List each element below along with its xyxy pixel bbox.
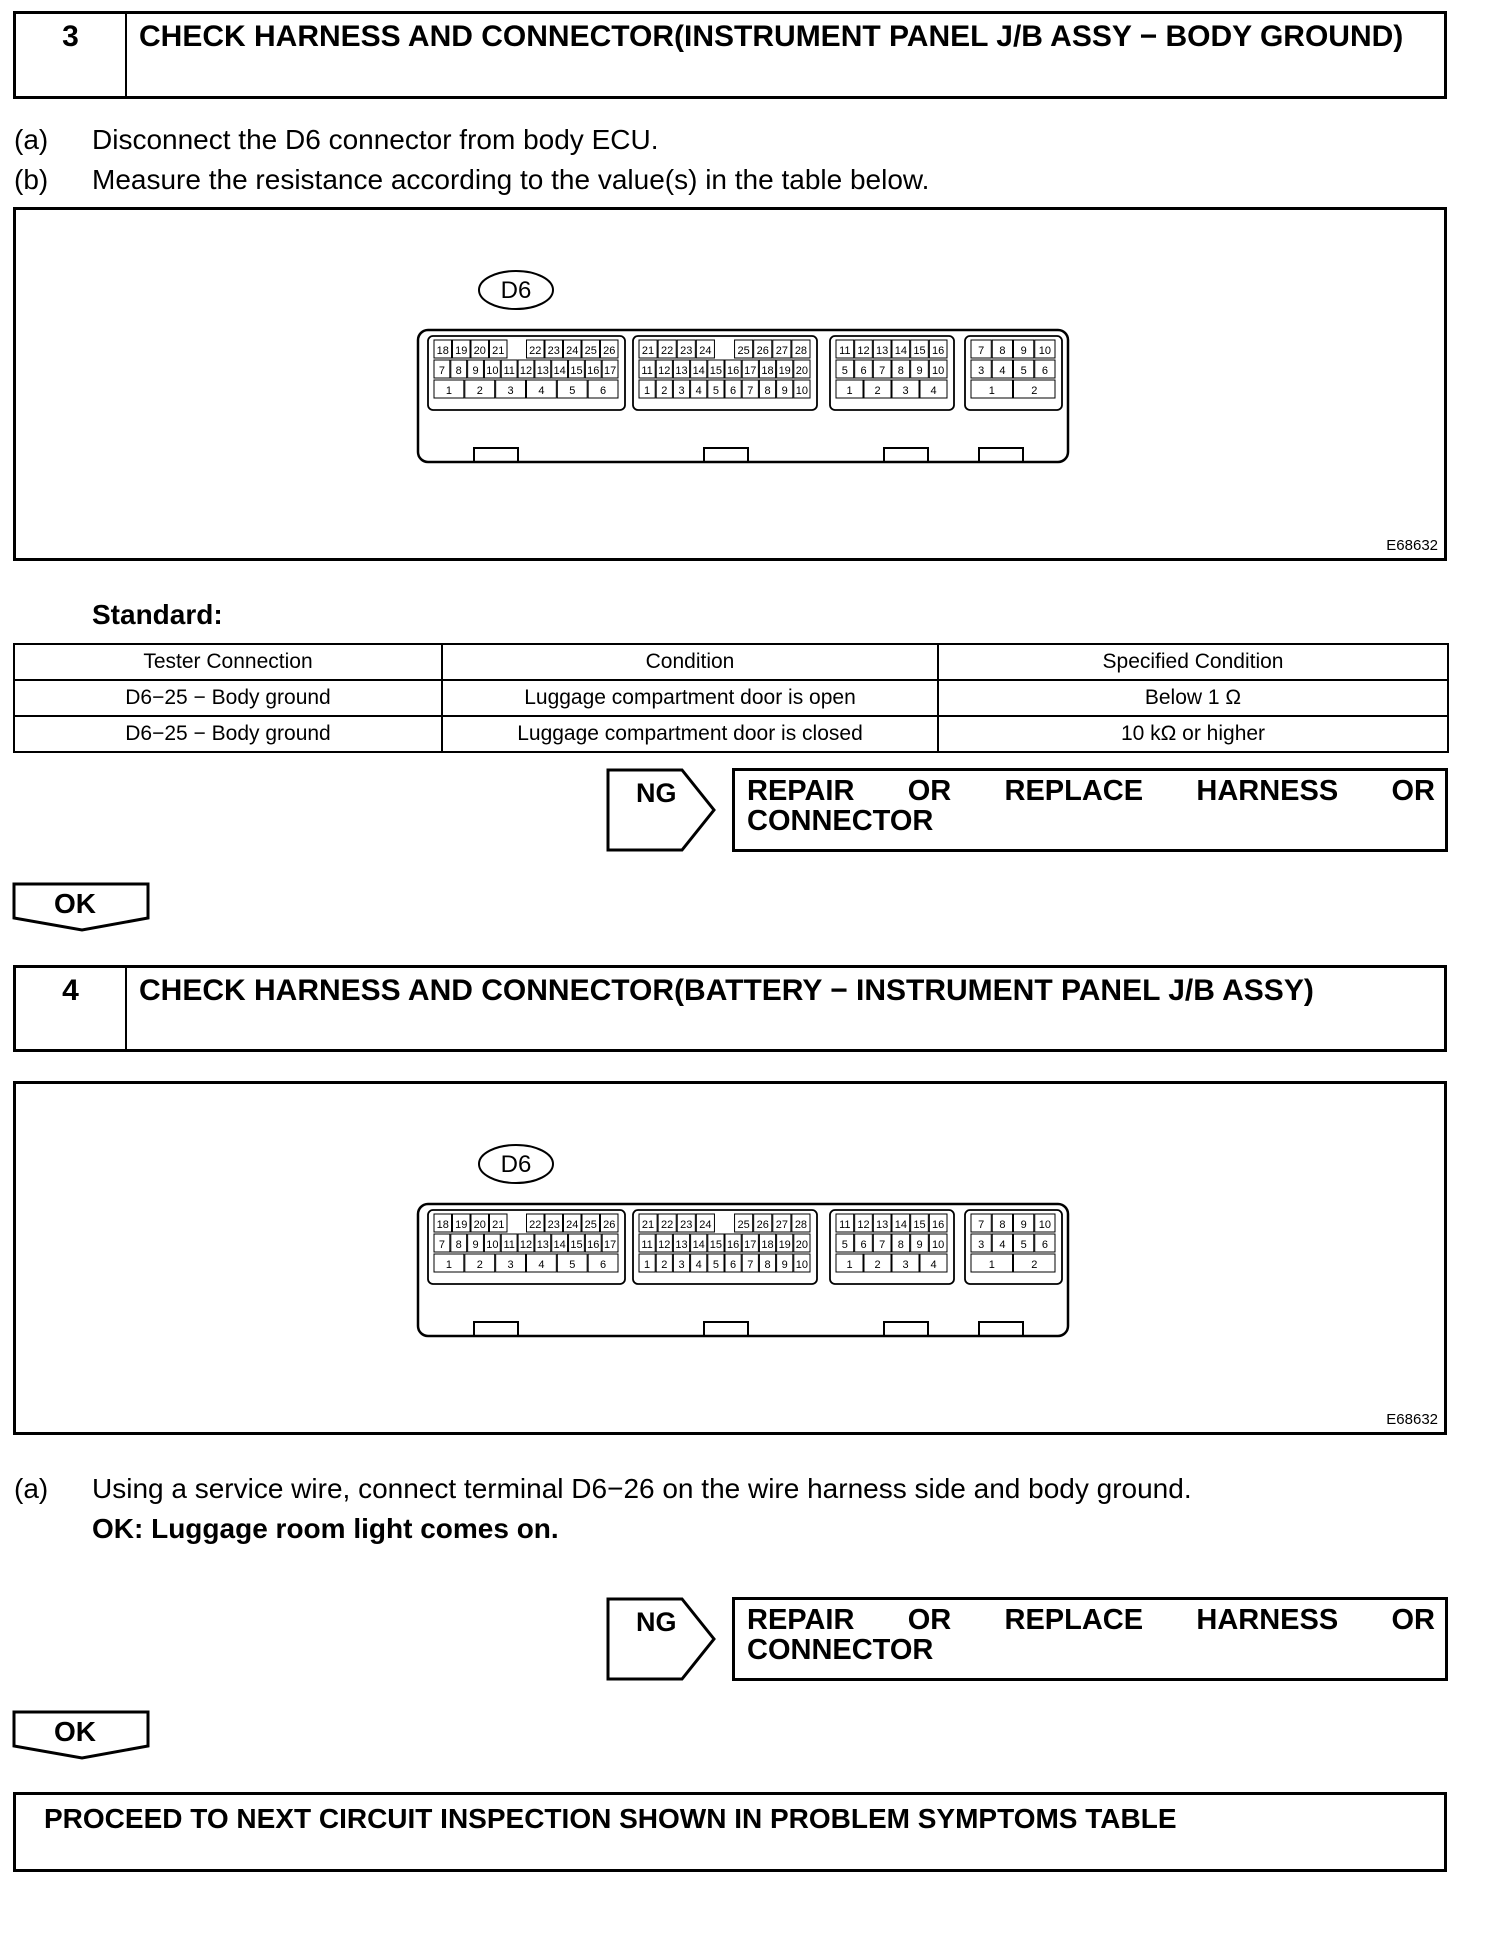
pin-number: 4 <box>538 1259 545 1271</box>
instruction-label: (a) <box>14 124 49 155</box>
pin-number: 5 <box>841 365 848 377</box>
pin-number: 8 <box>764 385 771 397</box>
connector-body <box>418 1145 1068 1336</box>
pin-number: 7 <box>879 1239 886 1251</box>
pin-number: 18 <box>761 1239 774 1251</box>
pin-number: 11 <box>641 365 653 377</box>
spec-table <box>13 643 1449 753</box>
pin-number: 10 <box>932 1239 945 1251</box>
pin-number: 11 <box>641 1239 653 1251</box>
pin-number: 3 <box>507 1259 514 1271</box>
pin-number: 13 <box>876 1219 889 1231</box>
pin-number: 12 <box>519 1239 533 1251</box>
pin-number: 3 <box>978 365 985 377</box>
action-line-2: CONNECTOR <box>747 1634 934 1666</box>
pin-number: 28 <box>794 1219 808 1231</box>
pin-number: 25 <box>737 1219 750 1231</box>
pin-number: 7 <box>978 1219 985 1231</box>
table-cell: Luggage compartment door is open <box>442 680 938 716</box>
table-cell: D6−25 − Body ground <box>14 716 442 752</box>
pin-number: 12 <box>857 1219 870 1231</box>
pin-number: 4 <box>930 385 937 397</box>
pin-number: 10 <box>1038 1219 1051 1231</box>
pin-number: 10 <box>932 365 945 377</box>
pin-number: 4 <box>930 1259 937 1271</box>
pin-number: 5 <box>841 1239 848 1251</box>
ng-label: NG <box>636 1607 677 1637</box>
pin-number: 7 <box>438 1239 445 1251</box>
pin-number: 5 <box>1020 1239 1027 1251</box>
action-word: HARNESS <box>1196 775 1339 807</box>
pin-number: 6 <box>1041 1239 1048 1251</box>
pin-number: 15 <box>913 1219 926 1231</box>
pin-number: 15 <box>709 365 723 377</box>
pin-number: 9 <box>781 1259 788 1271</box>
pin-number: 1 <box>846 385 853 397</box>
pin-number: 23 <box>680 1219 693 1231</box>
step-title: CHECK HARNESS AND CONNECTOR(INSTRUMENT PANEL J/B ASSY − BODY GROUND) <box>139 20 1404 53</box>
action-word: OR <box>907 775 952 807</box>
table-header: Specified Condition <box>938 644 1448 680</box>
pin-number: 10 <box>486 365 499 377</box>
instruction-label: (b) <box>14 164 49 195</box>
pin-number: 22 <box>529 1219 542 1231</box>
pin-number: 24 <box>699 345 712 357</box>
pin-number: 9 <box>916 365 923 377</box>
pin-number: 7 <box>879 365 886 377</box>
pin-number: 8 <box>455 365 462 377</box>
pin-number: 8 <box>764 1259 771 1271</box>
pin-number: 2 <box>1031 1259 1038 1271</box>
pin-number: 13 <box>675 1239 688 1251</box>
ok-branch <box>12 882 152 932</box>
pin-number: 1 <box>644 385 651 397</box>
pin-number: 13 <box>876 345 889 357</box>
pin-number: 25 <box>584 345 597 357</box>
pin-number: 9 <box>1020 1219 1027 1231</box>
action-word: REPAIR <box>747 1604 855 1636</box>
pin-number: 11 <box>503 365 515 377</box>
pin-number: 23 <box>547 1219 560 1231</box>
pin-number: 26 <box>603 1219 616 1231</box>
pin-number: 8 <box>897 365 904 377</box>
pin-number: 14 <box>553 1239 566 1251</box>
table-row <box>14 680 1448 716</box>
pin-number: 14 <box>894 345 907 357</box>
pin-number: 28 <box>794 345 808 357</box>
action-line-2: CONNECTOR <box>747 805 934 837</box>
pin-number: 16 <box>932 1219 945 1231</box>
pin-number: 10 <box>795 1259 809 1271</box>
action-word: OR <box>1391 775 1435 807</box>
step-number: 4 <box>16 968 127 1049</box>
pin-number: 4 <box>999 365 1006 377</box>
pin-number: 15 <box>709 1239 723 1251</box>
pin-number: 1 <box>644 1259 651 1271</box>
pin-number: 17 <box>603 1239 617 1251</box>
pin-number: 3 <box>678 1259 685 1271</box>
pin-number: 21 <box>641 345 655 357</box>
pin-number: 16 <box>726 1239 740 1251</box>
pin-number: 5 <box>569 1259 576 1271</box>
pin-number: 27 <box>775 1219 788 1231</box>
pin-number: 17 <box>744 365 757 377</box>
pin-number: 4 <box>538 385 545 397</box>
pin-number: 6 <box>1041 365 1048 377</box>
pin-number: 17 <box>603 365 617 377</box>
figure-id: E68632 <box>1386 537 1438 554</box>
pin-number: 14 <box>692 365 705 377</box>
figure-id: E68632 <box>1386 1411 1438 1428</box>
ng-action-box <box>732 1597 1448 1681</box>
pin-number: 20 <box>473 345 486 357</box>
pin-number: 2 <box>661 385 668 397</box>
table-row <box>14 716 1448 752</box>
pin-number: 1 <box>988 385 995 397</box>
pin-number: 3 <box>902 385 909 397</box>
pin-number: 15 <box>913 345 926 357</box>
pin-number: 15 <box>570 1239 583 1251</box>
action-word: OR <box>1391 1604 1435 1636</box>
pin-number: 19 <box>455 1219 468 1231</box>
pin-number: 7 <box>438 365 445 377</box>
pin-number: 1 <box>846 1259 853 1271</box>
table-cell: Below 1 Ω <box>938 680 1448 716</box>
pin-number: 22 <box>529 345 542 357</box>
pin-number: 4 <box>695 1259 702 1271</box>
step-3-header <box>13 11 1447 99</box>
pin-number: 14 <box>692 1239 705 1251</box>
ok-label: OK <box>54 1716 96 1747</box>
connector-figure <box>13 207 1447 561</box>
pin-number: 11 <box>839 345 851 357</box>
step-title: CHECK HARNESS AND CONNECTOR(BATTERY − INSTRUMENT PANEL J/B ASSY) <box>139 974 1314 1007</box>
pin-number: 2 <box>661 1259 668 1271</box>
pin-number: 21 <box>492 345 505 357</box>
pin-number: 5 <box>712 385 719 397</box>
pin-number: 13 <box>675 365 688 377</box>
pin-number: 16 <box>932 345 945 357</box>
step-4-header <box>13 965 1447 1052</box>
pin-number: 3 <box>507 385 514 397</box>
pin-number: 6 <box>860 1239 867 1251</box>
table-header: Tester Connection <box>14 644 442 680</box>
table-header: Condition <box>442 644 938 680</box>
pin-number: 6 <box>860 365 867 377</box>
pin-number: 24 <box>699 1219 712 1231</box>
pin-number: 16 <box>726 365 740 377</box>
instruction-label: (a) <box>14 1473 49 1504</box>
d6-connector-diagram <box>16 210 1444 558</box>
pin-number: 9 <box>1020 345 1027 357</box>
pin-number: 24 <box>566 1219 579 1231</box>
pin-number: 1 <box>445 385 452 397</box>
action-word: OR <box>907 1604 952 1636</box>
pin-number: 26 <box>756 1219 769 1231</box>
pin-number: 23 <box>547 345 560 357</box>
pin-number: 6 <box>730 385 737 397</box>
pin-number: 4 <box>999 1239 1006 1251</box>
pin-number: 25 <box>584 1219 597 1231</box>
pin-number: 6 <box>600 1259 607 1271</box>
pin-number: 20 <box>795 1239 809 1251</box>
pin-number: 8 <box>999 1219 1006 1231</box>
connector-figure <box>13 1081 1447 1435</box>
pin-number: 9 <box>472 365 479 377</box>
pin-number: 6 <box>600 385 607 397</box>
ok-result-text: OK: Luggage room light comes on. <box>92 1513 559 1544</box>
pin-number: 16 <box>587 1239 600 1251</box>
pin-number: 12 <box>857 345 870 357</box>
pin-number: 12 <box>519 365 533 377</box>
action-word: REPAIR <box>747 775 855 807</box>
pin-number: 13 <box>536 365 549 377</box>
pin-number: 10 <box>1038 345 1051 357</box>
action-word: REPLACE <box>1004 1604 1144 1636</box>
table-cell: Luggage compartment door is closed <box>442 716 938 752</box>
pin-number: 8 <box>455 1239 462 1251</box>
pin-number: 5 <box>1020 365 1027 377</box>
table-cell: D6−25 − Body ground <box>14 680 442 716</box>
pin-number: 11 <box>839 1219 851 1231</box>
pin-number: 18 <box>436 1219 449 1231</box>
d6-connector-diagram <box>16 1084 1444 1432</box>
pin-number: 10 <box>795 385 809 397</box>
pin-number: 6 <box>730 1259 737 1271</box>
step-number: 3 <box>16 14 127 96</box>
pin-number: 12 <box>658 1239 671 1251</box>
pin-number: 25 <box>737 345 750 357</box>
pin-number: 21 <box>492 1219 505 1231</box>
pin-number: 23 <box>680 345 693 357</box>
pin-number: 2 <box>874 385 881 397</box>
pin-number: 26 <box>603 345 616 357</box>
pin-number: 13 <box>536 1239 549 1251</box>
pin-number: 8 <box>999 345 1006 357</box>
pin-number: 19 <box>778 1239 791 1251</box>
pin-number: 24 <box>566 345 579 357</box>
pin-number: 7 <box>978 345 985 357</box>
pin-number: 1 <box>445 1259 452 1271</box>
ok-branch <box>12 1710 152 1760</box>
ng-branch <box>606 1597 1448 1681</box>
table-header-row <box>14 644 1448 680</box>
table-cell: 10 kΩ or higher <box>938 716 1448 752</box>
pin-number: 18 <box>436 345 449 357</box>
pin-number: 3 <box>978 1239 985 1251</box>
connector-id-label: D6 <box>500 277 532 304</box>
instruction-text: Disconnect the D6 connector from body ECU. <box>92 124 659 155</box>
pin-number: 19 <box>455 345 468 357</box>
pin-number: 9 <box>916 1239 923 1251</box>
pin-number: 5 <box>712 1259 719 1271</box>
standard-label: Standard: <box>92 599 223 630</box>
pin-number: 7 <box>747 385 754 397</box>
instruction-text: Using a service wire, connect terminal D6−26 on the wire harness side and body ground. <box>92 1473 1192 1504</box>
pin-number: 11 <box>503 1239 515 1251</box>
pin-number: 14 <box>553 365 566 377</box>
pin-number: 7 <box>747 1259 754 1271</box>
connector-body <box>418 271 1068 462</box>
pin-number: 2 <box>476 1259 483 1271</box>
pin-number: 22 <box>661 345 674 357</box>
pin-number: 18 <box>761 365 774 377</box>
pin-number: 9 <box>472 1239 479 1251</box>
pin-number: 17 <box>744 1239 757 1251</box>
action-word: REPLACE <box>1004 775 1144 807</box>
pin-number: 9 <box>781 385 788 397</box>
pin-number: 15 <box>570 365 583 377</box>
pin-number: 26 <box>756 345 769 357</box>
pin-number: 22 <box>661 1219 674 1231</box>
pin-number: 2 <box>874 1259 881 1271</box>
pin-number: 14 <box>894 1219 907 1231</box>
ok-label: OK <box>54 888 96 919</box>
pin-number: 3 <box>678 385 685 397</box>
pin-number: 5 <box>569 385 576 397</box>
pin-number: 19 <box>778 365 791 377</box>
ng-action-box <box>732 768 1448 852</box>
pin-number: 12 <box>658 365 671 377</box>
pin-number: 4 <box>695 385 702 397</box>
pin-number: 16 <box>587 365 600 377</box>
pin-number: 10 <box>486 1239 499 1251</box>
ng-label: NG <box>636 778 677 808</box>
ng-branch <box>606 768 1448 852</box>
pin-number: 20 <box>795 365 809 377</box>
pin-number: 27 <box>775 345 788 357</box>
pin-number: 21 <box>641 1219 655 1231</box>
pin-number: 1 <box>988 1259 995 1271</box>
instruction-text: Measure the resistance according to the value(s) in the table below. <box>92 164 930 195</box>
pin-number: 2 <box>1031 385 1038 397</box>
pin-number: 2 <box>476 385 483 397</box>
action-word: HARNESS <box>1196 1604 1339 1636</box>
connector-id-label: D6 <box>500 1151 532 1178</box>
final-instruction-box: PROCEED TO NEXT CIRCUIT INSPECTION SHOWN IN PROBLEM SYMPTOMS TABLE <box>13 1792 1447 1872</box>
pin-number: 3 <box>902 1259 909 1271</box>
pin-number: 20 <box>473 1219 486 1231</box>
pin-number: 8 <box>897 1239 904 1251</box>
